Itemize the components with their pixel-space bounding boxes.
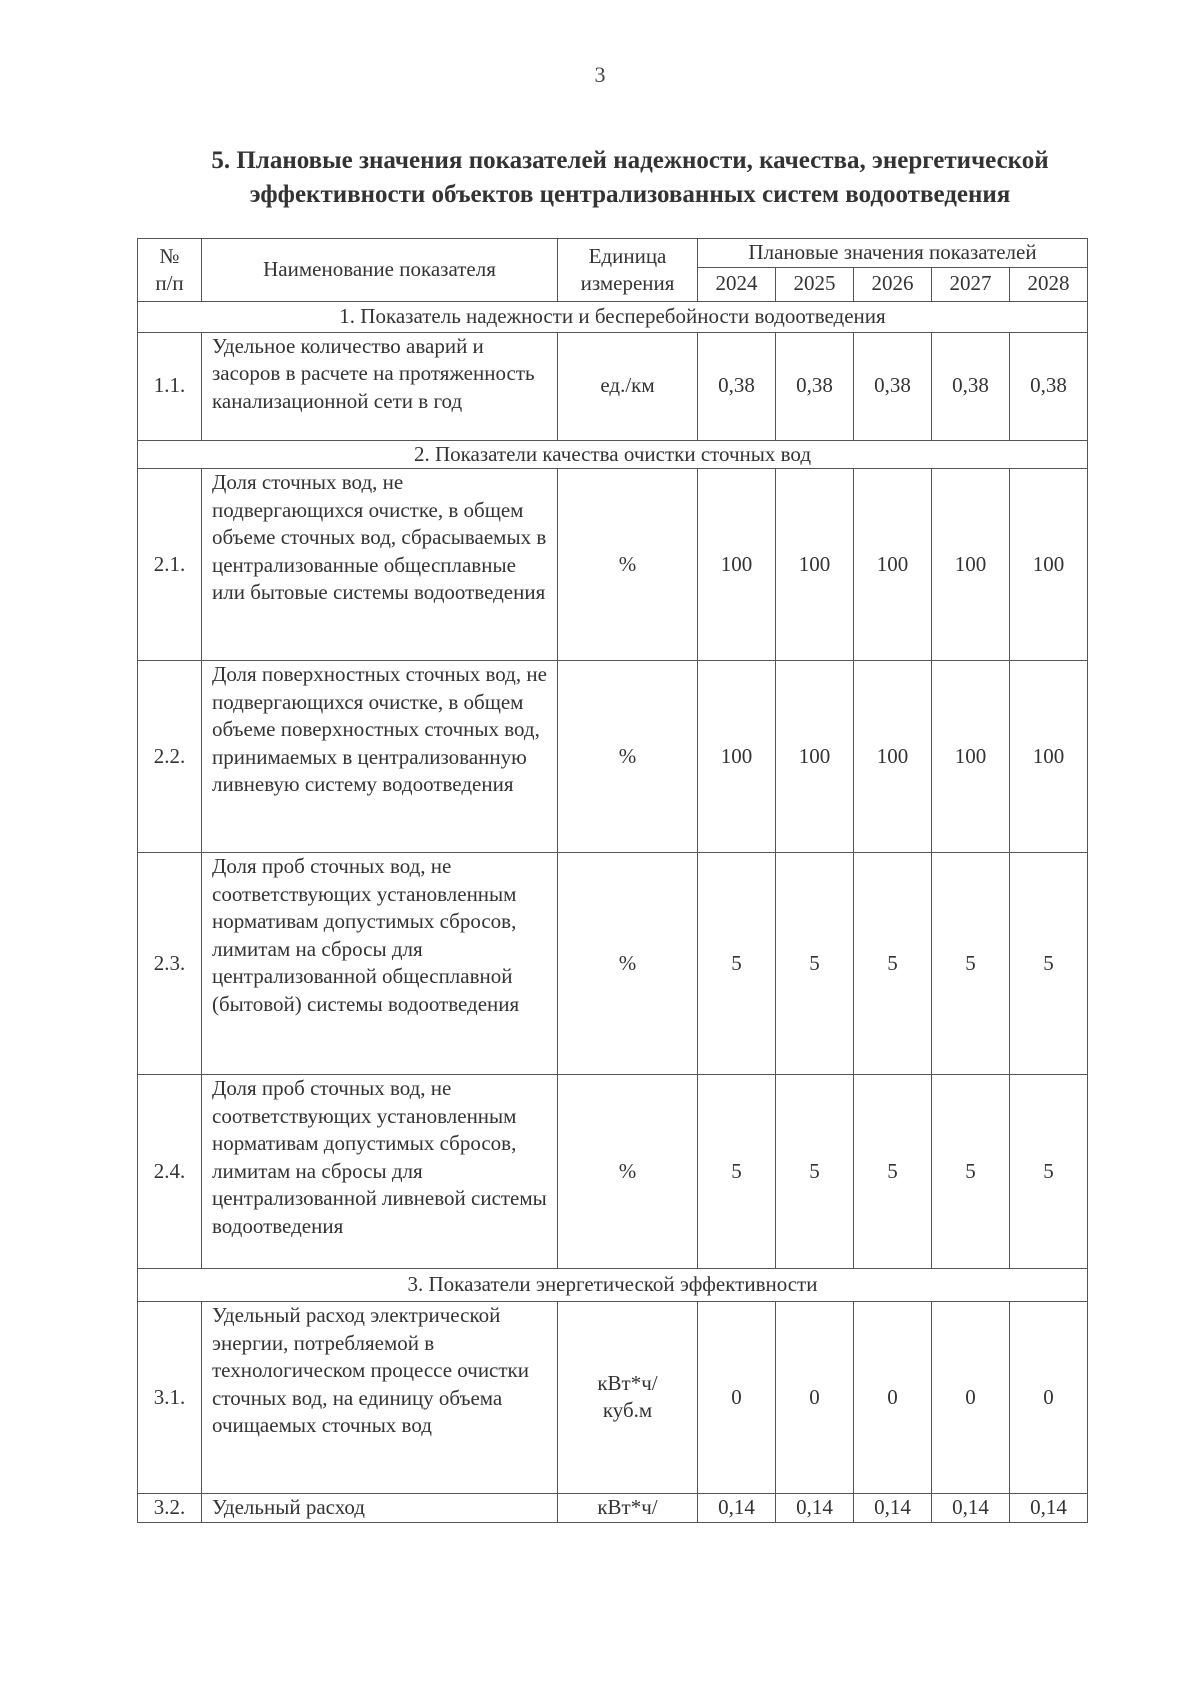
row-value: 0,14: [776, 1494, 854, 1523]
row-value: 0: [932, 1302, 1010, 1494]
title-line-1: 5. Плановые значения показателей надежности, качества, энергетической: [211, 147, 1049, 174]
header-year: 2026: [854, 267, 932, 301]
row-value: 0,38: [776, 332, 854, 440]
header-num: № п/п: [138, 239, 202, 302]
section-title: 3. Показатели энергетической эффективности: [138, 1269, 1088, 1302]
header-planned: Плановые значения показателей: [698, 239, 1088, 268]
section-row: [138, 1269, 1088, 1302]
row-name: Удельный расход электрической энергии, потребляемой в технологическом процессе очистки сточных вод, на единицу объема очищаемых сточных вод: [202, 1302, 558, 1494]
row-name: Удельное количество аварий и засоров в расчете на протяженность канализационной сети в год: [202, 332, 558, 440]
row-value: 0: [698, 1302, 776, 1494]
row-num: 3.1.: [138, 1302, 202, 1494]
row-unit: ед./км: [558, 332, 698, 440]
row-value: 5: [932, 853, 1010, 1075]
row-value: 100: [932, 661, 1010, 853]
row-name: Доля сточных вод, не подвергающихся очистке, в общем объеме сточных вод, сбрасываемых в централизованные общесплавные или бытовые системы водоотведения: [202, 469, 558, 661]
row-unit: кВт*ч/ куб.м: [558, 1302, 698, 1494]
section-row: [138, 301, 1088, 332]
row-value: 100: [1010, 661, 1088, 853]
row-value: 100: [698, 661, 776, 853]
header-year: 2027: [932, 267, 1010, 301]
page-number: 3: [594, 62, 606, 87]
row-value: 100: [854, 469, 932, 661]
row-value: 0,38: [1010, 332, 1088, 440]
row-num: 2.1.: [138, 469, 202, 661]
row-value: 0,14: [1010, 1494, 1088, 1523]
row-unit: %: [558, 1075, 698, 1269]
row-value: 0,38: [698, 332, 776, 440]
row-name: Доля проб сточных вод, не соответствующих установленным нормативам допустимых сбросов, лимитам на сбросы для централизованной общесплавной (бытовой) системы водоотведения: [202, 853, 558, 1075]
row-unit: кВт*ч/: [558, 1494, 698, 1523]
row-value: 0: [854, 1302, 932, 1494]
row-num: 2.3.: [138, 853, 202, 1075]
row-value: 100: [1010, 469, 1088, 661]
row-value: 5: [698, 1075, 776, 1269]
row-num: 2.4.: [138, 1075, 202, 1269]
row-value: 0,14: [932, 1494, 1010, 1523]
row-unit: %: [558, 469, 698, 661]
row-value: 0,38: [854, 332, 932, 440]
table-row: [138, 332, 1088, 440]
header-year: 2024: [698, 267, 776, 301]
row-num: 2.2.: [138, 661, 202, 853]
row-name: Доля проб сточных вод, не соответствующих установленным нормативам допустимых сбросов, лимитам на сбросы для централизованной ливневой системы водоотведения: [202, 1075, 558, 1269]
row-value: 0,14: [854, 1494, 932, 1523]
table-row: [138, 853, 1088, 1075]
row-value: 5: [1010, 853, 1088, 1075]
row-unit: %: [558, 853, 698, 1075]
row-value: 100: [776, 661, 854, 853]
title-line-2: эффективности объектов централизованных систем водоотведения: [249, 181, 1011, 208]
table-row: [138, 1075, 1088, 1269]
table-row: [138, 469, 1088, 661]
row-name: Удельный расход: [202, 1494, 558, 1523]
row-value: 5: [932, 1075, 1010, 1269]
row-value: 100: [932, 469, 1010, 661]
row-value: 5: [854, 853, 932, 1075]
row-value: 5: [776, 853, 854, 1075]
table-header-row: [138, 239, 1088, 268]
section-title: 1. Показатель надежности и бесперебойности водоотведения: [138, 301, 1088, 332]
row-value: 5: [698, 853, 776, 1075]
table-row: [138, 1494, 1088, 1523]
row-value: 100: [854, 661, 932, 853]
row-value: 100: [698, 469, 776, 661]
row-value: 5: [1010, 1075, 1088, 1269]
row-value: 5: [776, 1075, 854, 1269]
row-num: 3.2.: [138, 1494, 202, 1523]
document-title: [150, 144, 1110, 212]
table-row: [138, 1302, 1088, 1494]
row-value: 0: [1010, 1302, 1088, 1494]
row-value: 0: [776, 1302, 854, 1494]
row-value: 100: [776, 469, 854, 661]
header-unit: Единица измерения: [558, 239, 698, 302]
header-year: 2028: [1010, 267, 1088, 301]
row-name: Доля поверхностных сточных вод, не подвергающихся очистке, в общем объеме поверхностных сточных вод, принимаемых в централизованную ливневую систему водоотведения: [202, 661, 558, 853]
indicators-table: [137, 238, 1088, 1523]
header-year: 2025: [776, 267, 854, 301]
row-unit: %: [558, 661, 698, 853]
header-name: Наименование показателя: [202, 239, 558, 302]
row-num: 1.1.: [138, 332, 202, 440]
table-row: [138, 661, 1088, 853]
row-value: 0,14: [698, 1494, 776, 1523]
row-value: 5: [854, 1075, 932, 1269]
row-value: 0,38: [932, 332, 1010, 440]
section-title: 2. Показатели качества очистки сточных вод: [138, 440, 1088, 469]
section-row: [138, 440, 1088, 469]
